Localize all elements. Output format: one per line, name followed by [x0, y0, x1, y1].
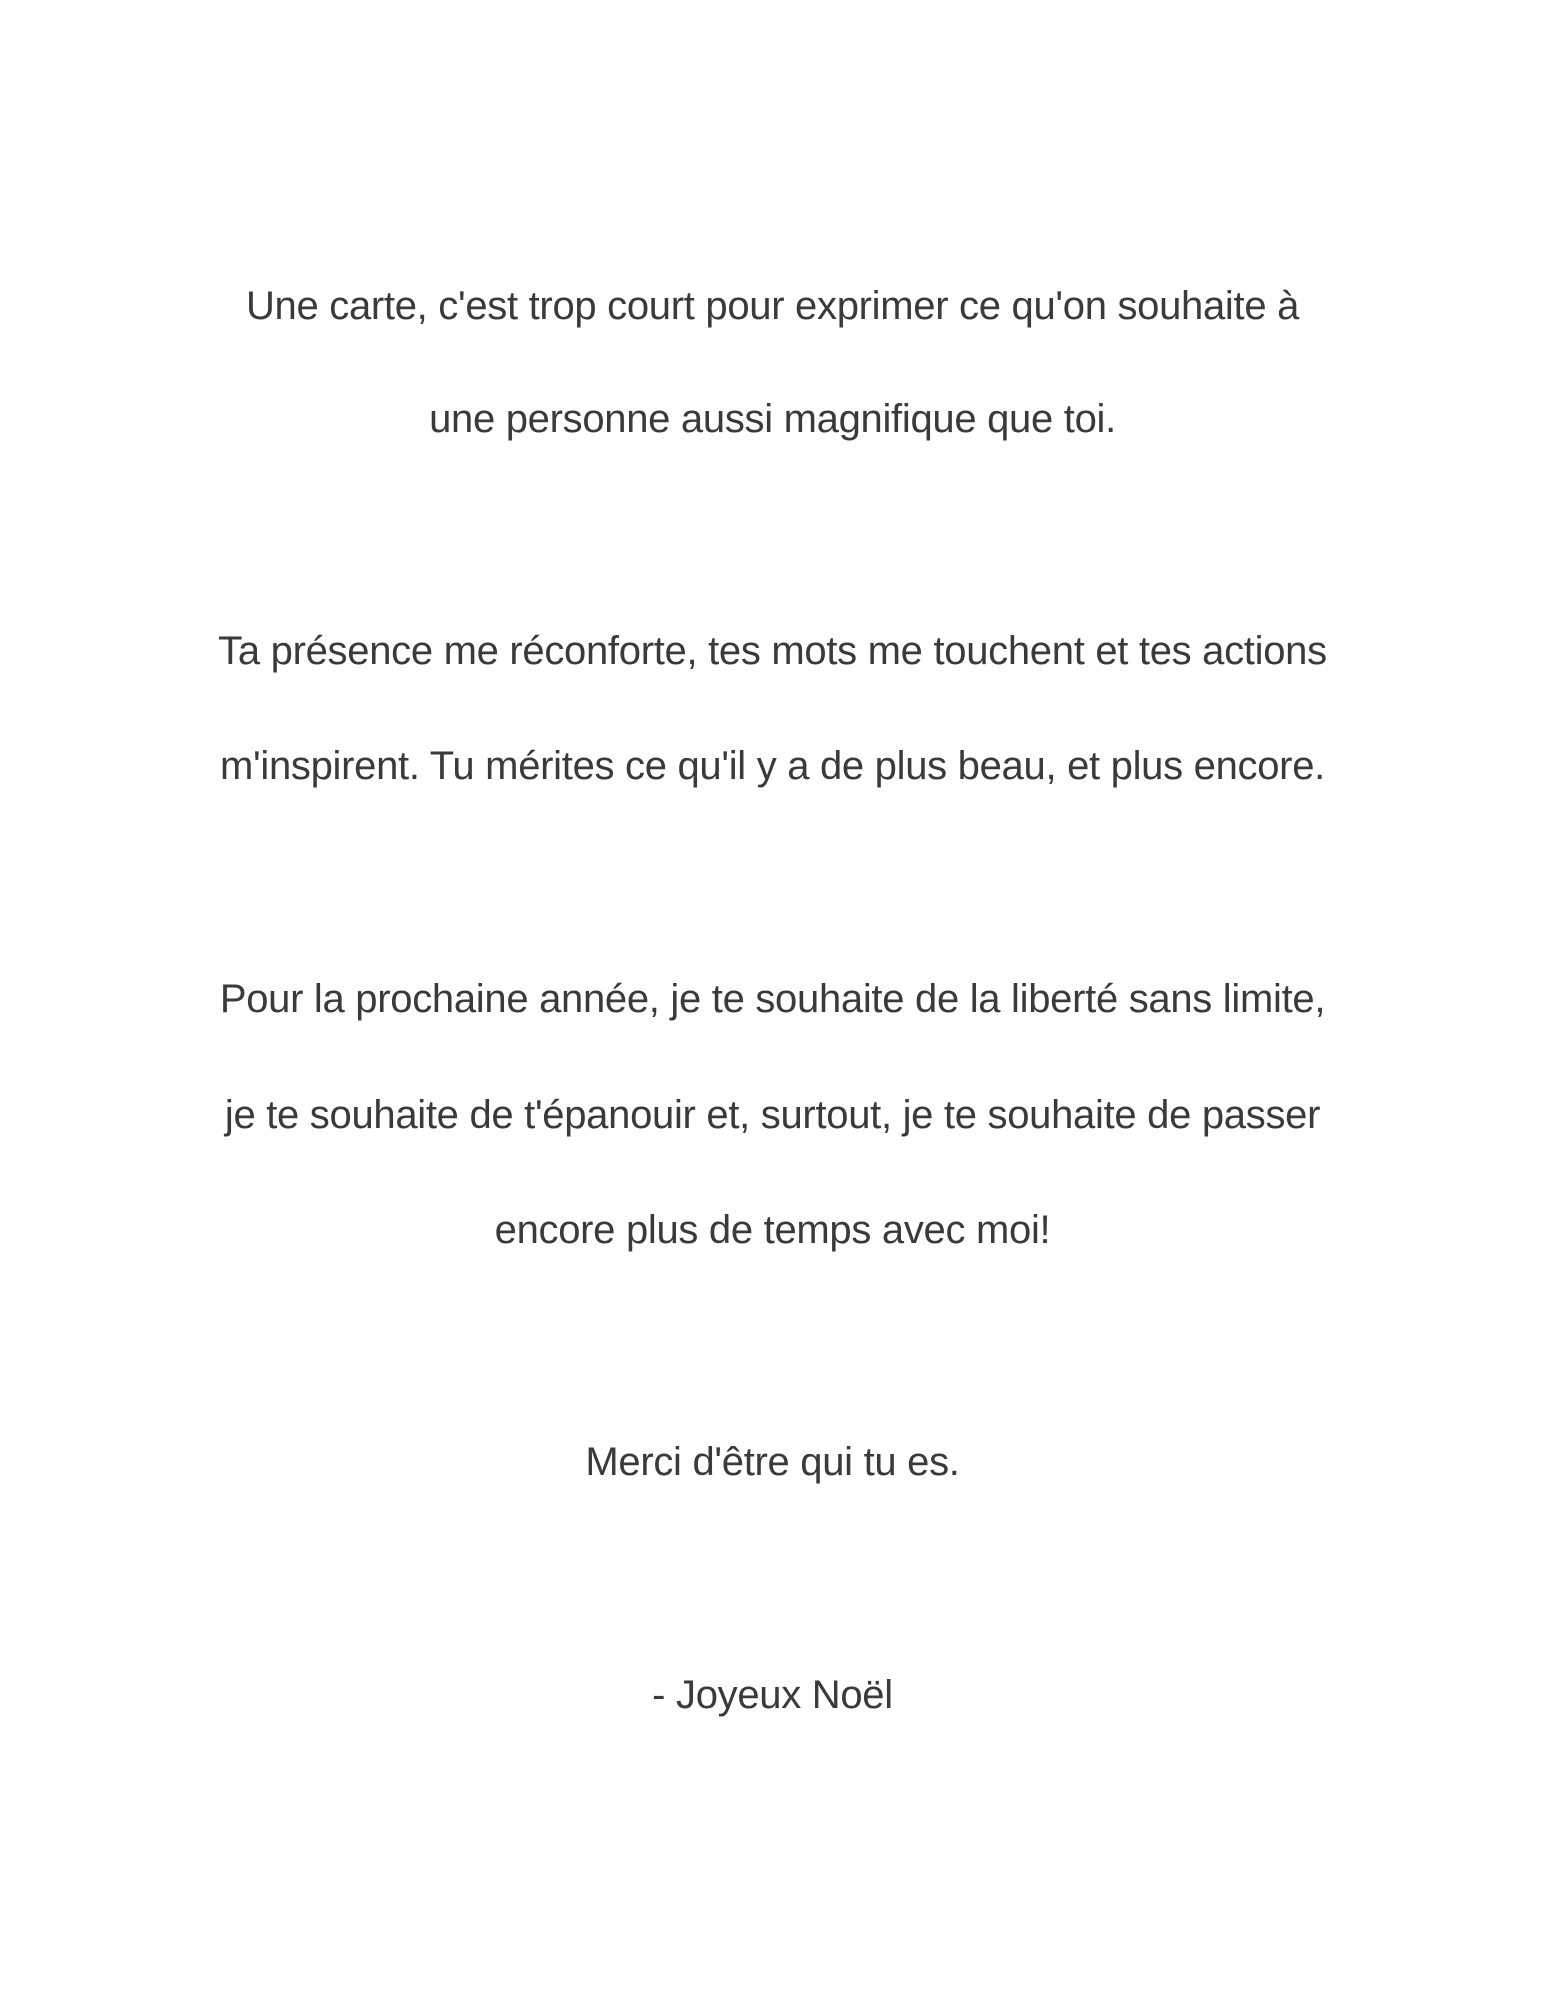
signature-line: - Joyeux Noël	[652, 1673, 893, 1717]
paragraph-1-line-1: Une carte, c'est trop court pour exprimer ce qu'on souhaite à	[245, 284, 1300, 328]
paragraph-2-line-1: Ta présence me réconforte, tes mots me touchent et tes actions	[218, 629, 1327, 673]
paragraph-1-line-2: une personne aussi magnifique que toi.	[429, 397, 1116, 441]
paragraph-2-line-2: m'inspirent. Tu mérites ce qu'il y a de plus beau, et plus encore.	[220, 744, 1325, 788]
paragraph-3-line-3: encore plus de temps avec moi!	[494, 1208, 1051, 1252]
paragraph-3-line-1: Pour la prochaine année, je te souhaite de la liberté sans limite,	[219, 977, 1326, 1021]
thanks-line: Merci d'être qui tu es.	[585, 1440, 960, 1484]
paragraph-3-line-2: je te souhaite de t'épanouir et, surtout, je te souhaite de passer	[224, 1093, 1321, 1137]
